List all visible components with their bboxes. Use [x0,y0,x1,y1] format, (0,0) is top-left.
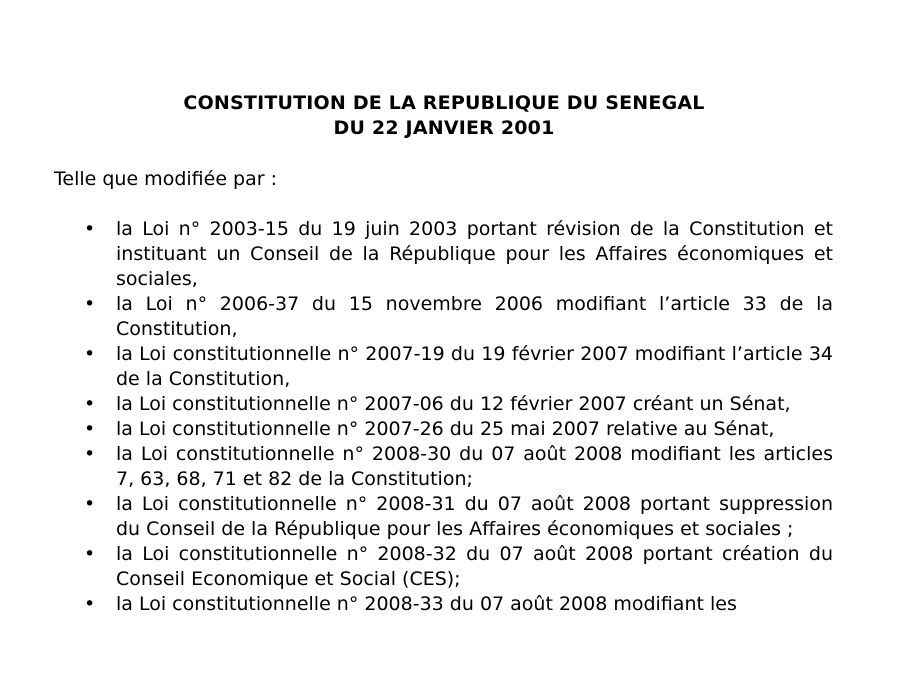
bullet-icon: • [84,443,96,465]
list-item [0,492,833,542]
bullet-icon: • [84,543,96,565]
bullet-icon: • [84,393,96,415]
amendment-text: la Loi constitutionnelle n° 2007-06 du 12 février 2007 créant un Sénat, [116,393,791,415]
list-item [0,342,833,392]
bullet-icon: • [84,493,96,515]
list-item [0,542,833,592]
amendment-text: la Loi constitutionnelle n° 2008-31 du 07 août 2008 portant suppression du Conseil de la République pour les Affaires économiques et sociales ; [116,493,833,540]
amendment-text: la Loi constitutionnelle n° 2008-30 du 07 août 2008 modifiant les articles 7, 63, 68, 71 et 82 de la Constitution; [116,443,833,490]
amendment-text: la Loi n° 2003-15 du 19 juin 2003 portant révision de la Constitution et instituant un Conseil de la République pour les Affaires économiques et sociales, [116,218,833,290]
intro-text: Telle que modifiée par : [54,168,277,190]
amendment-text: la Loi constitutionnelle n° 2008-33 du 07 août 2008 modifiant les [116,593,737,615]
list-item [0,392,833,417]
amendment-text: la Loi constitutionnelle n° 2007-26 du 25 mai 2007 relative au Sénat, [116,418,775,440]
bullet-icon: • [84,218,96,240]
list-item [0,417,833,442]
list-item [0,217,833,292]
list-item [0,292,833,342]
amendments-list [0,217,920,617]
bullet-icon: • [84,593,96,615]
bullet-icon: • [84,293,96,315]
amendment-text: la Loi n° 2006-37 du 15 novembre 2006 modifiant l’article 33 de la Constitution, [116,293,833,340]
document-title: CONSTITUTION DE LA REPUBLIQUE DU SENEGAL [183,92,705,114]
bullet-icon: • [84,343,96,365]
document-date: DU 22 JANVIER 2001 [333,117,555,139]
bullet-icon: • [84,418,96,440]
list-item [0,592,833,617]
list-item [0,442,833,492]
amendment-text: la Loi constitutionnelle n° 2007-19 du 19 février 2007 modifiant l’article 34 de la Constitution, [116,343,833,390]
amendment-text: la Loi constitutionnelle n° 2008-32 du 07 août 2008 portant création du Conseil Economique et Social (CES); [116,543,833,590]
